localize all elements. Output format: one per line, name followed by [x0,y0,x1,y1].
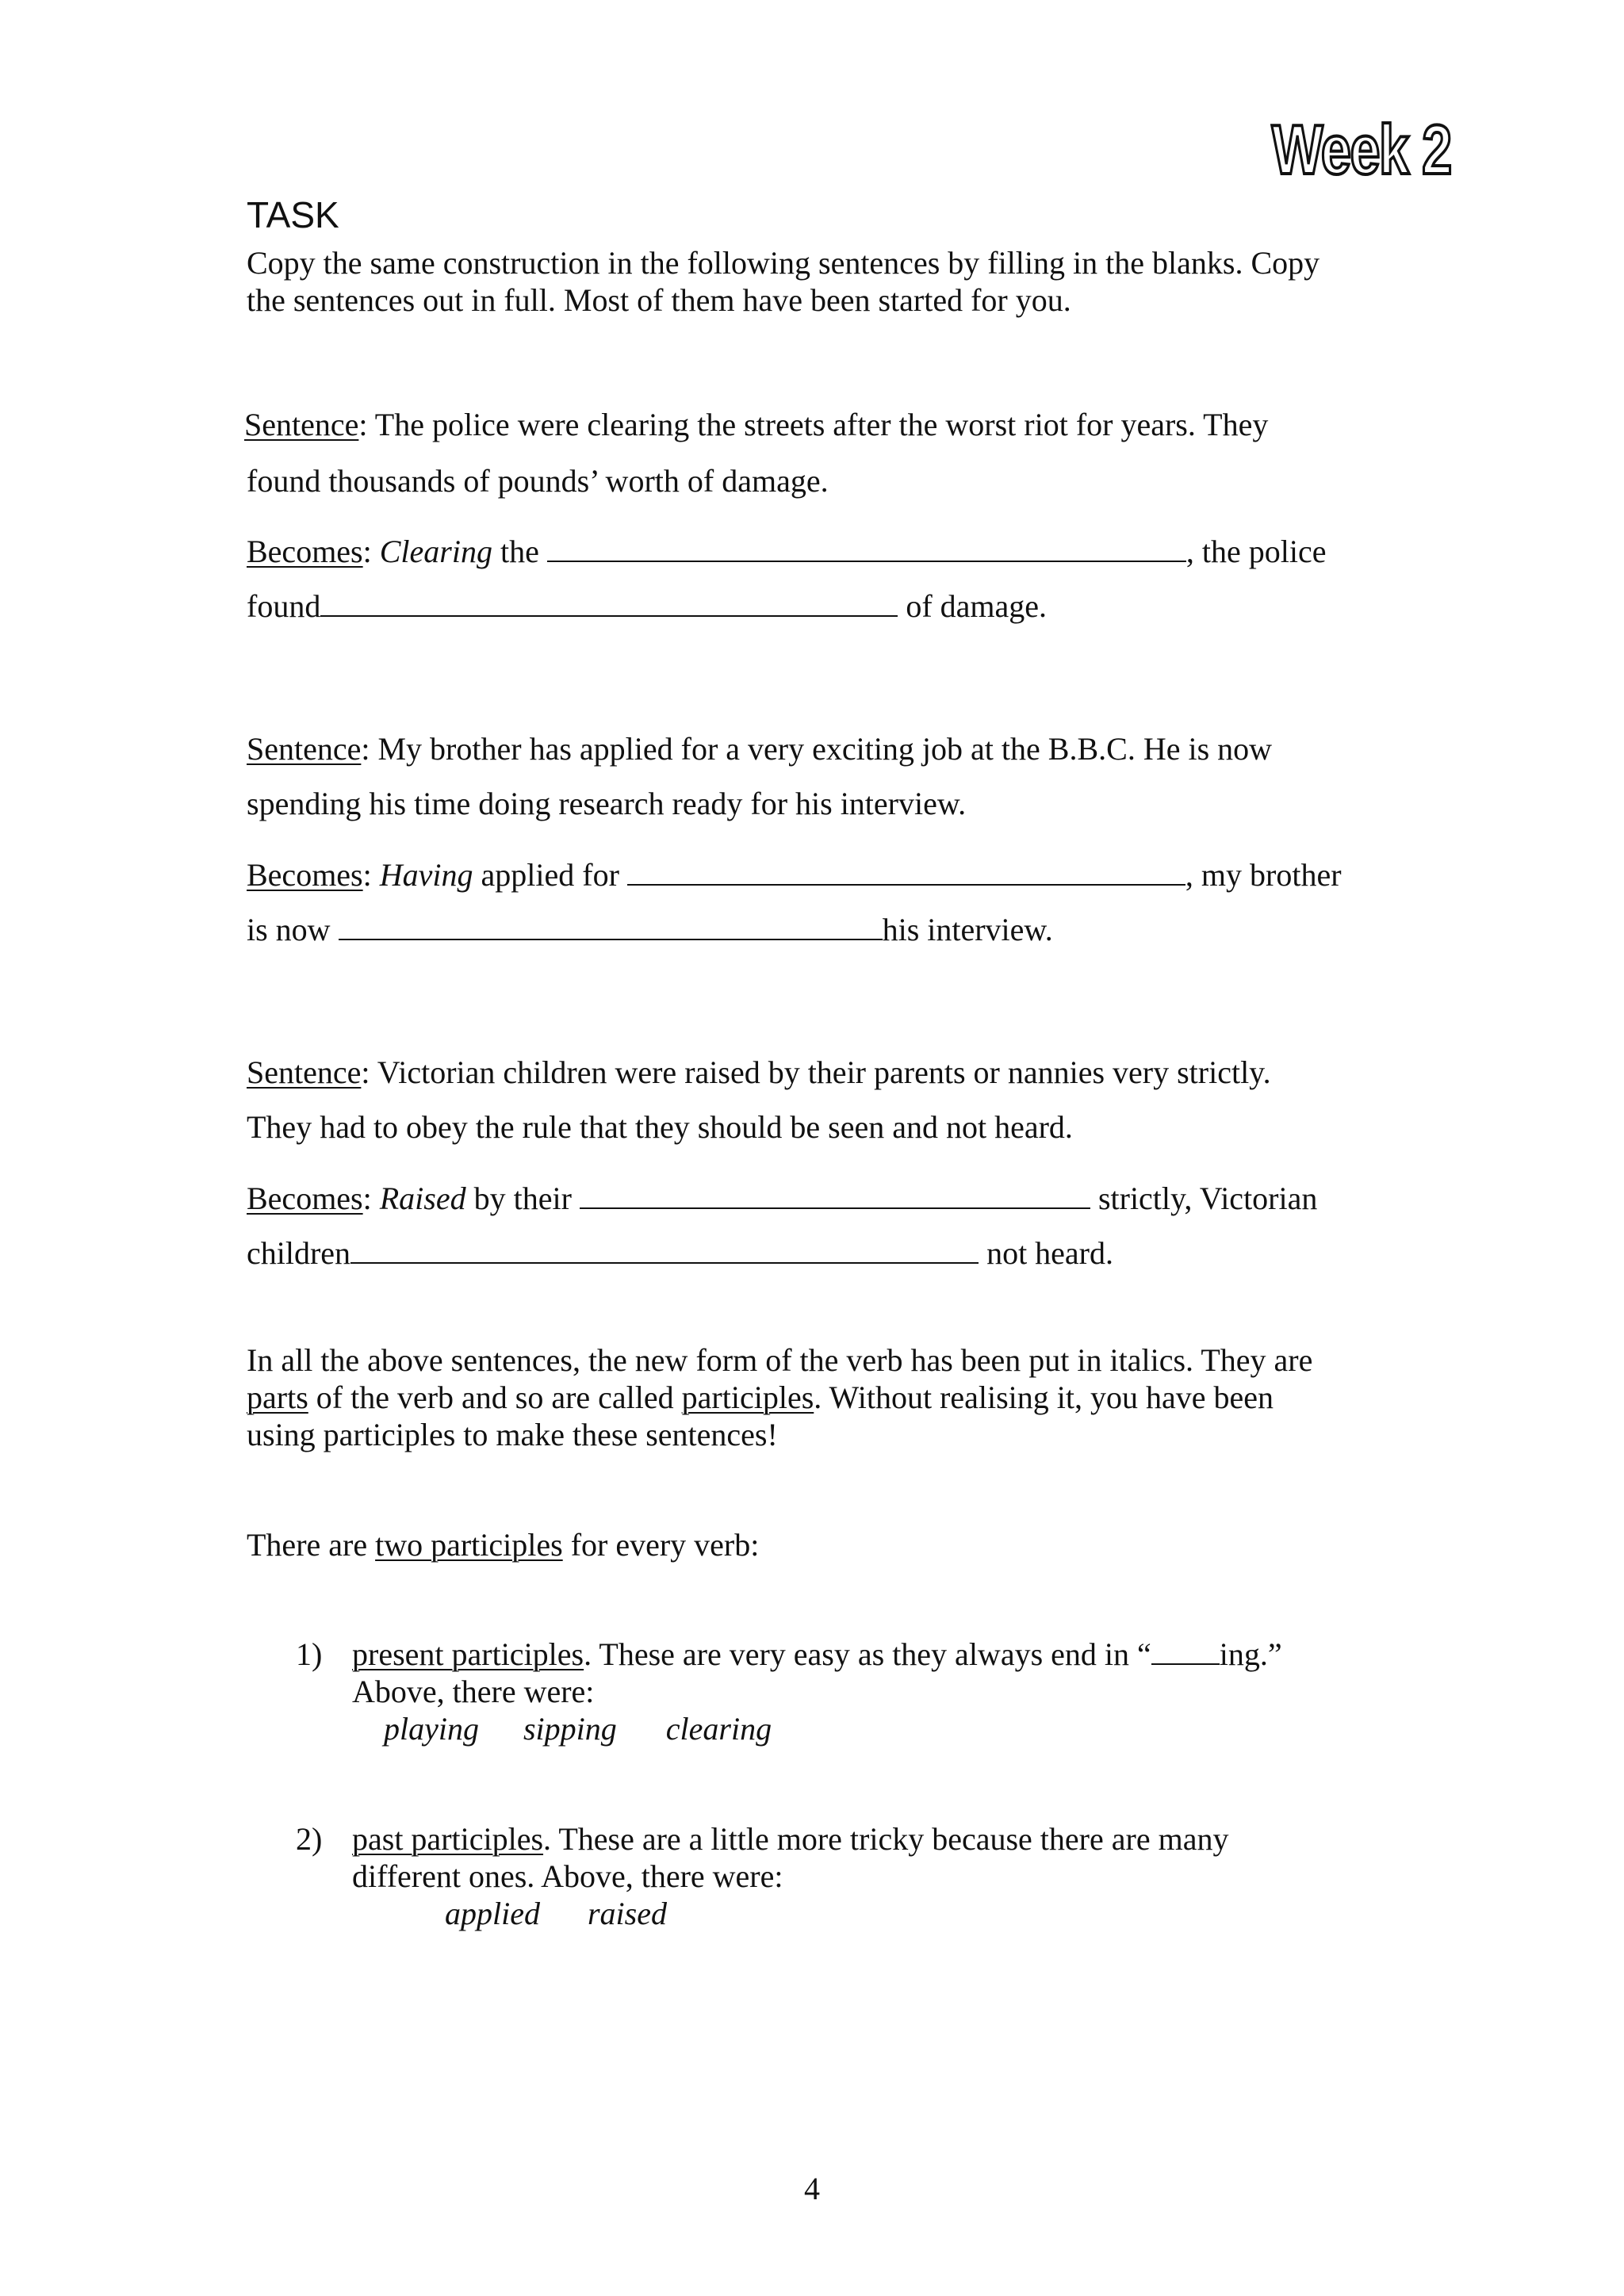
exercise-2-becomes-line2: is now his interview. [247,912,1053,947]
answer-blank-1b[interactable] [320,591,898,617]
present-participles-line1: present participles. These are very easy as they always end in “ ing.” [352,1636,1282,1672]
exercise-3-becomes-line2: children not heard. [247,1235,1114,1271]
becomes-label: Becomes [247,1181,363,1216]
exercise-1-becomes-line2: found of damage. [247,588,1048,624]
participle-italic: Having [379,857,473,893]
past-participles-line1: past participles. These are a little more tricky because there are many [352,1821,1229,1857]
present-participles-line2: Above, there were: [352,1674,595,1709]
two-participles-line: There are two participles for every verb: [247,1527,760,1563]
task-instruction-line1: Copy the same construction in the following sentences by filling in the blanks. Copy [247,245,1320,281]
becomes-label: Becomes [247,534,363,569]
becomes-label: Becomes [247,857,363,893]
explanation-line2: parts of the verb and so are called participles. Without realising it, you have been [247,1380,1274,1415]
present-participle-examples: playing sipping clearing [384,1711,772,1747]
sentence-label: Sentence [244,407,359,442]
exercise-2-sentence-line2: spending his time doing research ready for his interview. [247,786,967,821]
participle-italic: Raised [379,1181,466,1216]
explanation-line1: In all the above sentences, the new form of the verb has been put in italics. They are [247,1342,1313,1378]
exercise-2-sentence-line1: Sentence: My brother has applied for a very exciting job at the B.B.C. He is now [247,731,1273,767]
answer-blank-1a[interactable] [547,537,1186,562]
answer-blank-3a[interactable] [580,1184,1090,1209]
list-number-2: 2) [296,1821,323,1857]
explanation-line3: using participles to make these sentences! [247,1417,778,1452]
participle-italic: Clearing [379,534,492,569]
exercise-3-sentence-line2: They had to obey the rule that they should be seen and not heard. [247,1109,1073,1145]
exercise-3-sentence-line1: Sentence: Victorian children were raised by their parents or nannies very strictly. [247,1054,1271,1090]
past-participle-examples: applied raised [445,1896,667,1931]
exercise-1-becomes-line1: Becomes: Clearing the , the police [247,534,1327,569]
page-number: 4 [804,2171,820,2206]
list-number-1: 1) [296,1636,323,1672]
week-label: Week 2 [1272,110,1451,189]
sentence-label: Sentence [247,731,362,767]
exercise-1-sentence-line2: found thousands of pounds’ worth of damage. [247,463,829,499]
sentence-label: Sentence [247,1054,362,1090]
answer-blank-2a[interactable] [627,860,1185,886]
task-heading: TASK [247,194,339,235]
past-participles-line2: different ones. Above, there were: [352,1858,783,1894]
answer-blank-3b[interactable] [350,1238,979,1264]
exercise-3-becomes-line1: Becomes: Raised by their strictly, Victorian [247,1181,1318,1216]
exercise-2-becomes-line1: Becomes: Having applied for , my brother [247,857,1342,893]
exercise-1-sentence-line1: Sentence: The police were clearing the streets after the worst riot for years. They [244,407,1269,442]
ing-blank [1151,1640,1220,1665]
task-instruction-line2: the sentences out in full. Most of them have been started for you. [247,282,1071,318]
answer-blank-2b[interactable] [339,915,883,940]
